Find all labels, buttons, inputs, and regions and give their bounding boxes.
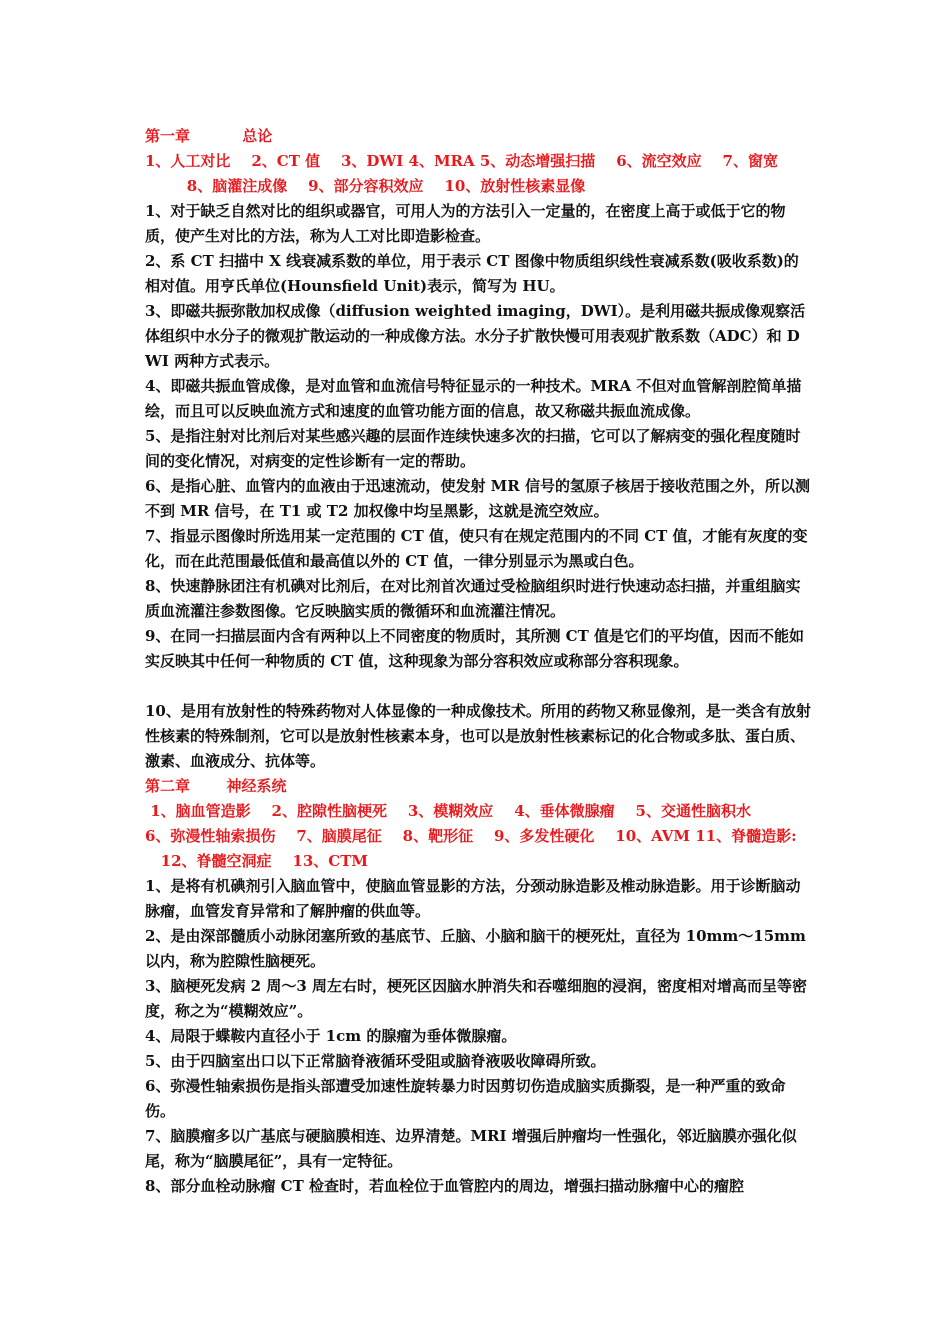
chapter2-answer-6: 6、弥漫性轴索损伤是指头部遭受加速性旋转暴力时因剪切伤造成脑实质撕裂，是一种严重的致命伤。 [145,1077,786,1120]
chapter1-topics-line-2: 8、脑灌注成像 9、部分容积效应 10、放射性核素显像 [145,177,586,195]
chapter2-answer-1: 1、是将有机碘剂引入脑血管中，使脑血管显影的方法，分颈动脉造影及椎动脉造影。用于诊断脑动脉瘤，血管发育异常和了解肿瘤的供血等。 [145,877,801,920]
chapter2-answer-7: 7、脑膜瘤多以广基底与硬脑膜相连、边界清楚。MRI 增强后肿瘤均一性强化，邻近脑膜亦强化似尾，称为“脑膜尾征”，具有一定特征。 [145,1127,797,1170]
chapter1-answer-8: 8、快速静脉团注有机碘对比剂后，在对比剂首次通过受检脑组织时进行快速动态扫描，并重组脑实质血流灌注参数图像。它反映脑实质的微循环和血流灌注情况。 [145,577,801,620]
chapter1-answer-2: 2、系 CT 扫描中 X 线衰减系数的单位，用于表示 CT 图像中物质组织线性衰减系数(吸收系数)的相对值。用亨氏单位(Hounsfield Unit)表示，简写为 HU。 [145,252,799,295]
chapter1-title: 第一章 总论 [145,127,273,145]
chapter2-topics-line-2: 6、弥漫性轴索损伤 7、脑膜尾征 8、靶形征 9、多发性硬化 10、AVM 11、脊髓造影: [145,827,797,845]
chapter1-answer-9: 9、在同一扫描层面内含有两种以上不同密度的物质时，其所测 CT 值是它们的平均值，因而不能如实反映其中任何一种物质的 CT 值，这种现象为部分容积效应或称部分容积现象。 [145,627,804,670]
chapter2-title: 第二章 神经系统 [145,777,287,795]
document-content [145,124,813,1199]
chapter1-answer-5: 5、是指注射对比剂后对某些感兴趣的层面作连续快速多次的扫描，它可以了解病变的强化程度随时间的变化情况，对病变的定性诊断有一定的帮助。 [145,427,801,470]
chapter1-answer-3: 3、即磁共振弥散加权成像（diffusion weighted imaging，DWI）。是利用磁共振成像观察活体组织中水分子的微观扩散运动的一种成像方法。水分子扩散快慢可用表观扩散系数（ADC）和 DWI 两种方式表示。 [145,302,806,370]
chapter1-answer-10: 10、是用有放射性的特殊药物对人体显像的一种成像技术。所用的药物又称显像剂，是一类含有放射性核素的特殊制剂，它可以是放射性核素本身，也可以是放射性核素标记的化合物或多肽、蛋白质、激素、血液成分、抗体等。 [145,702,811,770]
chapter2-answer-8: 8、部分血栓动脉瘤 CT 检查时，若血栓位于血管腔内的周边，增强扫描动脉瘤中心的瘤腔 [145,1177,744,1195]
chapter1-answer-4: 4、即磁共振血管成像，是对血管和血流信号特征显示的一种技术。MRA 不但对血管解剖腔简单描绘，而且可以反映血流方式和速度的血管功能方面的信息，故又称磁共振血流成像。 [145,377,802,420]
chapter2-answer-4: 4、局限于蝶鞍内直径小于 1cm 的腺瘤为垂体微腺瘤。 [145,1027,517,1045]
chapter2-topics-line-1: 1、脑血管造影 2、腔隙性脑梗死 3、模糊效应 4、垂体微腺瘤 5、交通性脑积水 [145,802,751,820]
chapter1-answer-7: 7、指显示图像时所选用某一定范围的 CT 值，使只有在规定范围内的不同 CT 值，才能有灰度的变化，而在此范围最低值和最高值以外的 CT 值，一律分别显示为黑或白色。 [145,527,808,570]
chapter1-answer-6: 6、是指心脏、血管内的血液由于迅速流动，使发射 MR 信号的氢原子核居于接收范围之外，所以测不到 MR 信号，在 T1 或 T2 加权像中均呈黑影，这就是流空效应。 [145,477,810,520]
chapter2-answer-2: 2、是由深部髓质小动脉闭塞所致的基底节、丘脑、小脑和脑干的梗死灶，直径为 10mm～15mm 以内，称为腔隙性脑梗死。 [145,927,806,970]
blank-line [145,674,813,699]
chapter1-topics-line-1: 1、人工对比 2、CT 值 3、DWI 4、MRA 5、动态增强扫描 6、流空效应 7、窗宽 [145,152,778,170]
chapter2-answer-3: 3、脑梗死发病 2 周～3 周左右时，梗死区因脑水肿消失和吞噬细胞的浸润，密度相对增高而呈等密度，称之为“模糊效应”。 [145,977,807,1020]
chapter2-topics-line-3: 12、脊髓空洞症 13、CTM [145,852,369,870]
chapter2-answer-5: 5、由于四脑室出口以下正常脑脊液循环受阻或脑脊液吸收障碍所致。 [145,1052,606,1070]
chapter1-answer-1: 1、对于缺乏自然对比的组织或器官，可用人为的方法引入一定量的，在密度上高于或低于它的物质，使产生对比的方法，称为人工对比即造影检查。 [145,202,786,245]
